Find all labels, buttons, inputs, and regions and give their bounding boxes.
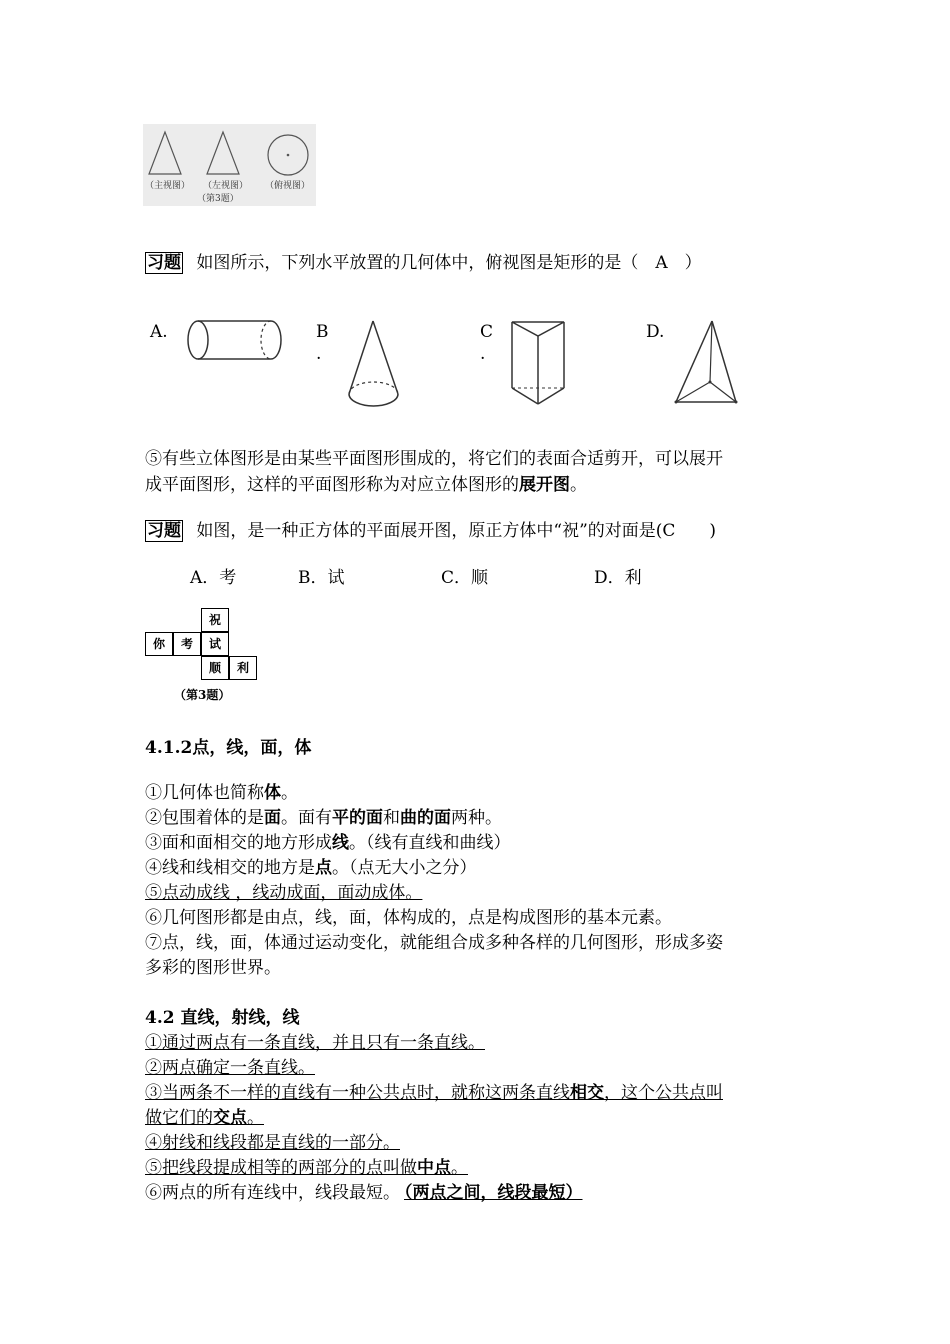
option-c-label: C bbox=[480, 322, 494, 342]
cylinder-figure bbox=[185, 318, 285, 362]
option-d-label: D. bbox=[646, 322, 665, 342]
term: 交点 bbox=[213, 1108, 247, 1128]
s412-line7b: 多彩的图形世界。 bbox=[145, 958, 281, 978]
term: 线 bbox=[332, 833, 349, 853]
question-1-text: 如图所示，下列水平放置的几何体中，俯视图是矩形的是（ A ） bbox=[196, 253, 702, 273]
term: 平的面 bbox=[332, 808, 383, 828]
top-view-label: （俯视图） bbox=[265, 181, 311, 191]
cone-figure bbox=[345, 318, 405, 410]
paragraph-unfold-line1: ⑤有些立体图形是由某些平面图形围成的，将它们的表面合适剪开，可以展开 bbox=[145, 449, 723, 469]
s42-line3b bbox=[145, 1103, 264, 1128]
text: 做它们的 bbox=[145, 1108, 213, 1128]
net-cell: 你 bbox=[145, 632, 173, 656]
s42-line5 bbox=[145, 1153, 468, 1178]
three-views-figure bbox=[143, 124, 316, 206]
term: 相交 bbox=[570, 1083, 604, 1103]
q2-option-a: A．考 bbox=[190, 568, 237, 588]
section-title-4-1-2: 4.1.2点，线，面，体 bbox=[145, 738, 312, 758]
q2-option-d: D．利 bbox=[594, 568, 642, 588]
option-c-dot: . bbox=[480, 344, 486, 364]
term: 面 bbox=[264, 808, 281, 828]
s42-line6 bbox=[145, 1178, 583, 1203]
front-view-label: （主视图） bbox=[145, 181, 191, 191]
section-title-4-2: 4.2 直线，射线，线 bbox=[145, 1008, 300, 1028]
net-cell: 考 bbox=[173, 632, 201, 656]
text: 。面有 bbox=[281, 808, 332, 828]
s412-line6: ⑥几何图形都是由点，线，面，体构成的，点是构成图形的基本元素。 bbox=[145, 908, 672, 928]
text: ⑥两点的所有连线中，线段最短。 bbox=[145, 1183, 400, 1203]
term: 体 bbox=[264, 783, 281, 803]
net-cell: 利 bbox=[229, 656, 257, 680]
text: 。（点无大小之分） bbox=[332, 858, 477, 878]
term: 曲的面 bbox=[400, 808, 451, 828]
term-unfolded-figure: 展开图 bbox=[519, 475, 570, 495]
text: ③面和面相交的地方形成 bbox=[145, 833, 332, 853]
text: 。 bbox=[570, 475, 587, 495]
s412-line3 bbox=[145, 828, 511, 853]
q2-option-b: B．试 bbox=[298, 568, 345, 588]
text: ，这个公共点叫 bbox=[604, 1083, 723, 1103]
s412-line2 bbox=[145, 803, 502, 828]
text: 。 bbox=[451, 1158, 468, 1178]
pyramid-figure bbox=[672, 318, 742, 410]
text: ②包围着体的是 bbox=[145, 808, 264, 828]
exercise-tag: 习题 bbox=[147, 253, 181, 273]
text: ⑤把线段提成相等的两部分的点叫做 bbox=[145, 1158, 417, 1178]
term: 中点 bbox=[417, 1158, 451, 1178]
text: ④线和线相交的地方是 bbox=[145, 858, 315, 878]
key-conclusion: （两点之间，线段最短） bbox=[404, 1183, 583, 1203]
figure-caption: （第3题） bbox=[197, 194, 239, 204]
text: 和 bbox=[383, 808, 400, 828]
s412-line7a: ⑦点，线，面，体通过运动变化，就能组合成多种各样的几何图形，形成多姿 bbox=[145, 933, 723, 953]
option-a-label: A. bbox=[150, 322, 168, 342]
s42-line3a bbox=[145, 1078, 723, 1103]
net-cell: 祝 bbox=[201, 608, 229, 632]
s42-line2: ②两点确定一条直线。 bbox=[145, 1058, 315, 1078]
text: 成平面图形，这样的平面图形称为对应立体图形的 bbox=[145, 475, 519, 495]
triangular-prism-figure bbox=[508, 318, 568, 410]
text: ①几何体也简称 bbox=[145, 783, 264, 803]
option-b-label: B bbox=[316, 322, 329, 342]
term: 点 bbox=[315, 858, 332, 878]
text: 。 bbox=[281, 783, 298, 803]
s412-line4 bbox=[145, 853, 477, 878]
question-2 bbox=[145, 516, 716, 541]
text: 。 bbox=[247, 1108, 264, 1128]
text: 两种。 bbox=[451, 808, 502, 828]
question-2-text: 如图，是一种正方体的平面展开图，原正方体中“祝”的对面是(C ) bbox=[196, 521, 717, 541]
exercise-tag: 习题 bbox=[147, 521, 181, 541]
s42-line4: ④射线和线段都是直线的一部分。 bbox=[145, 1133, 400, 1153]
text: 。（线有直线和曲线） bbox=[349, 833, 511, 853]
net-cell: 顺 bbox=[201, 656, 229, 680]
net-caption: （第3题） bbox=[174, 688, 231, 702]
q2-option-c: C．顺 bbox=[441, 568, 489, 588]
paragraph-unfold-line2 bbox=[145, 470, 587, 495]
option-b-dot: . bbox=[316, 344, 322, 364]
question-1 bbox=[145, 248, 702, 273]
net-cell: 试 bbox=[201, 632, 229, 656]
text: ③当两条不一样的直线有一种公共点时，就称这两条直线 bbox=[145, 1083, 570, 1103]
left-view-label: （左视图） bbox=[203, 181, 249, 191]
s412-line1 bbox=[145, 778, 298, 803]
s42-line1: ①通过两点有一条直线，并且只有一条直线。 bbox=[145, 1033, 485, 1053]
s412-line5: ⑤点动成线 ，线动成面，面动成体。 bbox=[145, 883, 423, 903]
